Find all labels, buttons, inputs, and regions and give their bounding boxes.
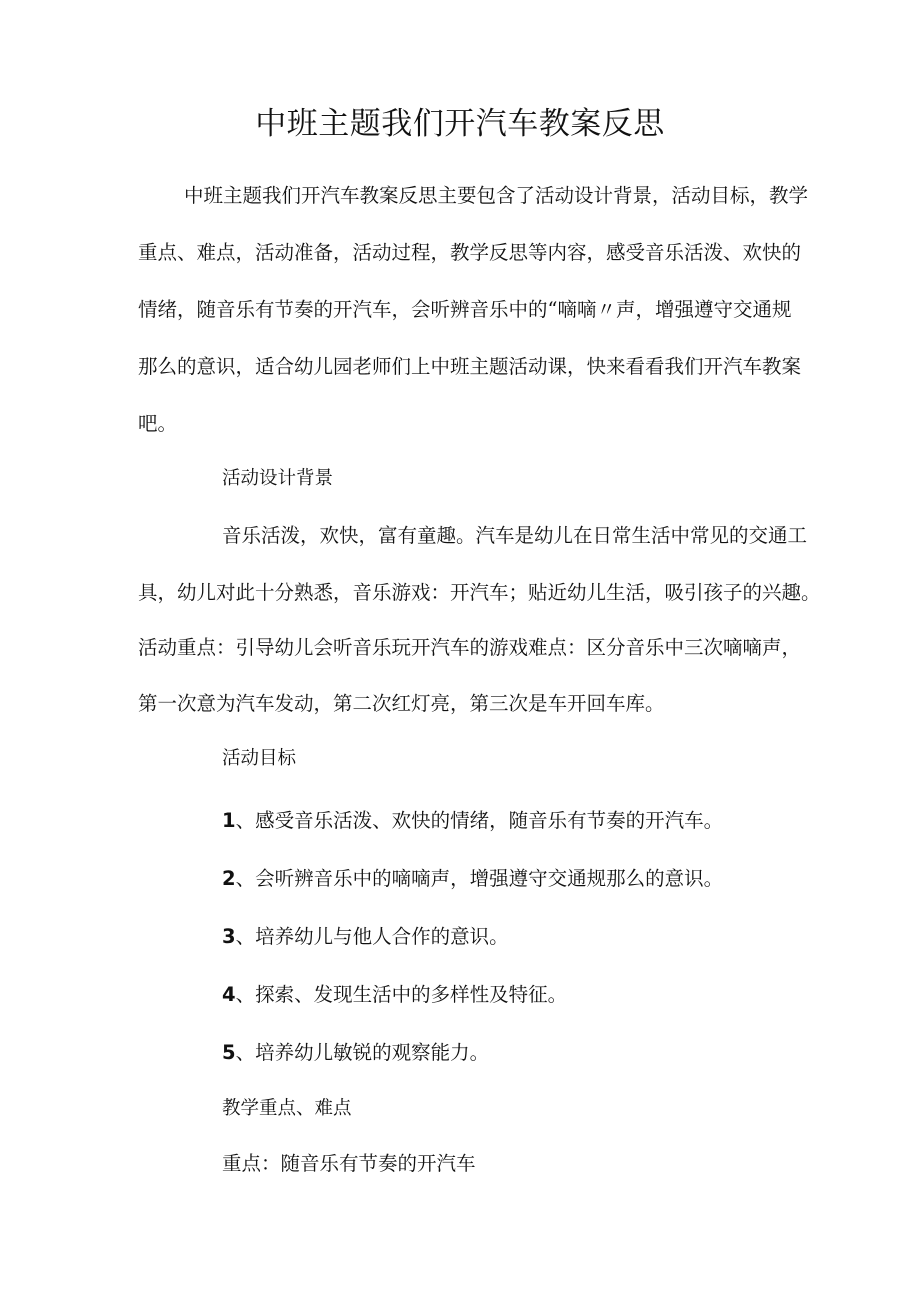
paragraph-line: 音乐活泼，欢快，富有童趣。汽车是幼儿在日常生活中常见的交通工 [222,524,808,547]
list-item-text: 、会听辨音乐中的嘀嘀声，增强遵守交通规那么的意识。 [235,867,724,890]
list-item-text: 、培养幼儿敏锐的观察能力。 [235,1041,490,1064]
list-item-number: 4 [222,983,236,1006]
document-title: 中班主题我们开汽车教案反思 [255,106,665,142]
list-item-text: 、培养幼儿与他人合作的意识。 [235,925,509,948]
paragraph-line: 中班主题我们开汽车教案反思主要包含了活动设计背景，活动目标，教学 [184,184,809,207]
paragraph-line: 重点、难点，活动准备，活动过程，教学反思等内容，感受音乐活泼、欢快的 [138,241,802,264]
section-heading-key-points: 教学重点、难点 [222,1098,352,1119]
section-heading-goals: 活动目标 [222,748,297,769]
list-item-number: 2 [222,867,236,890]
list-item [222,865,723,893]
list-item-number: 1 [222,809,236,832]
section-heading-background: 活动设计背景 [222,468,334,489]
paragraph-line: 第一次意为汽车发动，第二次红灯亮，第三次是车开回车库。 [138,692,665,715]
list-item [222,923,509,951]
list-item-text: 、感受音乐活泼、欢快的情绪，随音乐有节奏的开汽车。 [235,809,724,832]
list-item-number: 5 [222,1041,236,1064]
paragraph-line: 重点：随音乐有节奏的开汽车 [222,1152,476,1175]
paragraph-line: 吧。 [138,412,178,435]
list-item-number: 3 [222,925,236,948]
paragraph-line: 活动重点：引导幼儿会听音乐玩开汽车的游戏难点：区分音乐中三次嘀嘀声， [138,636,802,659]
list-item-text: 、探索、发现生活中的多样性及特征。 [235,983,568,1006]
paragraph-line: 那么的意识，适合幼儿园老师们上中班主题活动课，快来看看我们开汽车教案 [138,355,802,378]
paragraph-line: 情绪，随音乐有节奏的开汽车，会听辨音乐中的“嘀嘀〃声，增强遵守交通规 [138,298,792,321]
paragraph-line: 具，幼儿对此十分熟悉，音乐游戏：开汽车；贴近幼儿生活，吸引孩子的兴趣。 [138,581,821,604]
list-item [222,981,567,1009]
list-item [222,807,723,835]
list-item [222,1039,489,1067]
